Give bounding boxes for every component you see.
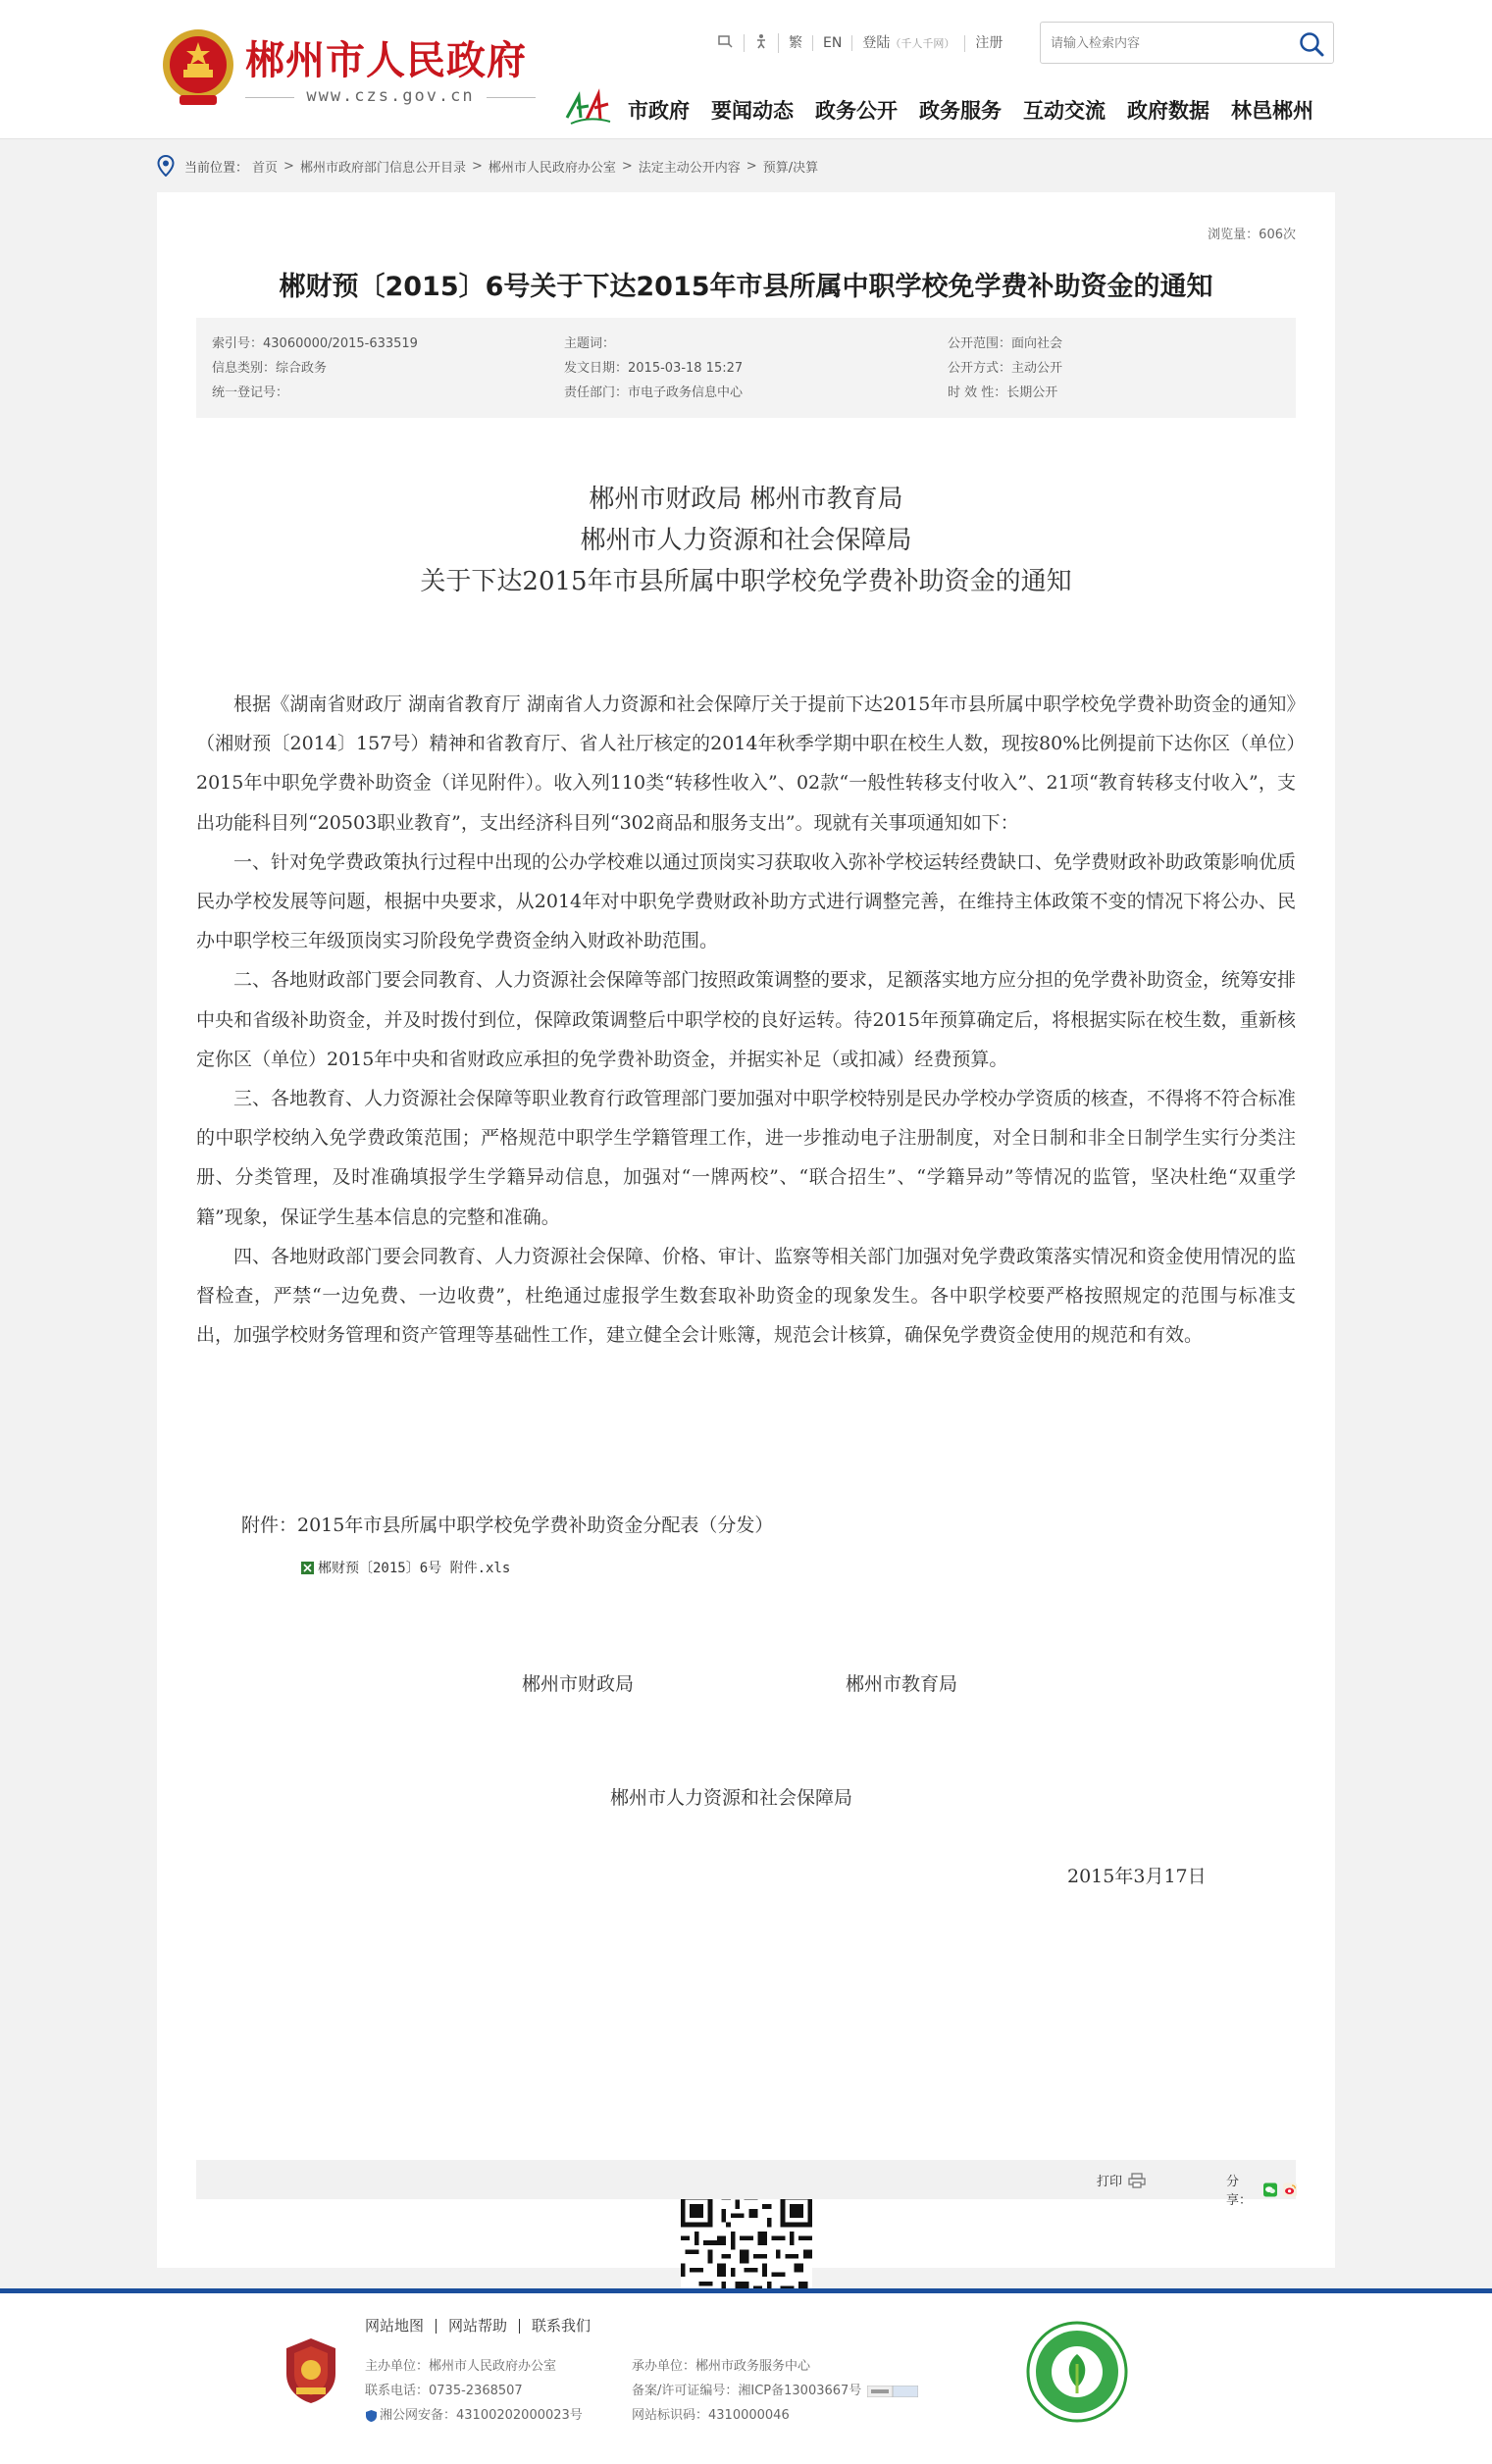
nav-item-gov-data[interactable]: 政府数据 [1127,99,1209,123]
icp-text: 备案/许可证编号：湘ICP备13003667号 [632,2384,862,2398]
footer-link-help[interactable]: 网站帮助 [437,2319,520,2334]
weibo-share-icon[interactable] [1283,2182,1297,2198]
footer-info-left [365,2354,583,2428]
body-paragraph: 根据《湖南省财政厅 湖南省教育厅 湖南省人力资源和社会保障厅关于提前下达2015年市县所属中职学校免学费补助资金的通知》（湘财预〔2014〕157号）精神和省教育厅、省人社厅核定的2014年秋季学期中职在校生人数，现按80%比例提前下达你区（单位）2015年中职免学费补助资金（详见附件）。收入列110类“转移性收入”、02款“一般性转移支付收入”、21项“教育转移支付收入”，支出功能科目列“20503职业教育”，支出经济科目列“302商品和服务支出”。现就有关事项通知如下： [196,693,1296,834]
login-link[interactable] [852,35,965,52]
printer-icon [1128,2173,1146,2188]
meta-category: 信息类别：综合政务 [212,361,328,376]
nav-item-linyi-chenzhou[interactable]: 林邑郴州 [1231,99,1313,123]
nav-item-gov-services[interactable]: 政务服务 [919,99,1002,123]
nav-item-gov-affairs-open[interactable]: 政务公开 [815,99,898,123]
breadcrumb-office[interactable]: 郴州市人民政府办公室 [488,160,616,176]
login-sub-label: （千人千网） [890,36,955,50]
meta-validity: 时 效 性：长期公开 [948,385,1058,400]
login-label: 登陆 [862,34,891,51]
print-label: 打印 [1097,2175,1123,2189]
breadcrumb-budget[interactable]: 预算/决算 [762,160,819,176]
site-title[interactable]: 郴州市人民政府 [245,38,527,83]
breadcrumb-label: 当前位置： [184,160,249,176]
meta-method: 公开方式：主动公开 [948,361,1063,376]
search-icon[interactable] [1298,30,1325,58]
footer-host: 主办单位：郴州市人民政府办公室 [365,2359,557,2374]
share-label: 分享： [1226,2175,1253,2208]
share-group [1226,2171,1297,2208]
breadcrumb [157,155,818,177]
article-card [157,192,1335,2268]
register-link[interactable]: 注册 [975,35,1003,51]
nav-item-city-gov[interactable]: 市政府 [628,99,690,123]
doc-head-line: 郴州市人力资源和社会保障局 [580,526,912,555]
breadcrumb-statutory[interactable]: 法定主动公开内容 [638,160,741,176]
meta-date: 发文日期：2015-03-18 15:27 [564,361,744,376]
cnzz-badge-icon [867,2386,918,2397]
header-tools [708,33,1012,53]
footer-organizer: 承办单位：郴州市政务服务中心 [632,2359,811,2374]
body-paragraph: 四、各地财政部门要会同教育、人力资源社会保障、价格、审计、监察等相关部门加强对免学费政策落实情况和资金使用情况的监督检查，严禁“一边免费、一边收费”，杜绝通过虚报学生数套取补助资金的现象发生。各中职学校要严格按照规定的范围与标准支出，加强学校财务管理和资产管理等基础性工作，建立健全会计账簿，规范会计核算，确保免学费资金使用的规范和有效。 [196,1245,1297,1347]
location-pin-icon [157,155,175,177]
signer-finance-bureau: 郴州市财政局 [522,1673,635,1695]
breadcrumb-separator: > [471,158,483,174]
breadcrumb-separator: > [283,158,294,174]
footer-police-record[interactable] [365,2403,583,2428]
meta-reg-no: 统一登记号： [212,385,289,400]
footer-site-id: 网站标识码：4310000046 [632,2408,790,2423]
doc-head-line: 关于下达2015年市县所属中职学校免学费补助资金的通知 [420,567,1072,596]
site-header [0,0,1492,139]
attachment-filename: 郴财预〔2015〕6号 附件.xls [318,1561,511,1576]
breadcrumb-separator: > [621,158,633,174]
breadcrumb-separator: > [746,158,757,174]
breadcrumb-directory[interactable]: 郴州市政府部门信息公开目录 [299,160,466,176]
search-box [1040,22,1334,64]
footer-info-right [632,2354,918,2428]
doc-head-line: 郴州市财政局 郴州市教育局 [589,485,903,514]
nav-item-news[interactable]: 要闻动态 [711,99,794,123]
signer-hr-bureau: 郴州市人力资源和社会保障局 [610,1787,853,1809]
signing-date: 2015年3月17日 [1067,1866,1207,1887]
english-link[interactable]: EN [813,35,852,51]
attachment-label: 附件：2015年市县所属中职学校免学费补助资金分配表（分发） [241,1514,774,1536]
footer-icp[interactable] [632,2379,918,2403]
article-title: 郴财预〔2015〕6号关于下达2015年市县所属中职学校免学费补助资金的通知 [279,272,1213,302]
footer-link-contact[interactable]: 联系我们 [532,2317,592,2335]
site-url: www.czs.gov.cn [245,86,536,106]
speak-icon[interactable] [708,34,745,52]
nav-item-interaction[interactable]: 互动交流 [1023,99,1106,123]
meta-subject: 主题词： [564,336,616,351]
accessibility-icon[interactable] [745,33,779,53]
document-heading [157,479,1335,602]
police-record-text: 湘公网安备：43100202000023号 [380,2408,583,2423]
article-meta-box [196,318,1296,418]
meta-index-no: 索引号：43060000/2015-633519 [212,336,418,351]
body-paragraph: 一、针对免学费政策执行过程中出现的公办学校难以通过顶岗实习获取收入弥补学校运转经费缺口、免学费财政补助政策影响优质民办学校发展等问题，根据中央要求，从2014年对中职免学费财政补助方式进行调整完善，在维持主体政策不变的情况下将公办、民办中职学校三年级顶岗实习阶段免学费资金纳入财政补助范围。 [196,850,1297,952]
national-emblem-icon [160,26,236,107]
attachment-link[interactable] [300,1558,510,1577]
view-count: 浏览量：606次 [1208,228,1296,242]
meta-scope: 公开范围：面向社会 [948,336,1063,351]
main-nav [628,95,1313,125]
meta-department: 责任部门：市电子政务信息中心 [564,385,744,400]
article-body [196,685,1296,1355]
body-paragraph: 三、各地教育、人力资源社会保障等职业教育行政管理部门要加强对中职学校特别是民办学校办学资质的核查，不得将不符合标准的中职学校纳入免学费政策范围；严格规范中职学生学籍管理工作，进一步推动电子注册制度，对全日制和非全日制学生实行分类注册、分类管理，及时准确填报学生学籍异动信息，加强对“一牌两校”、“联合招生”、“学籍异动”等情况的监管，坚决杜绝“双重学籍”现象，保证学生基本信息的完整和准确。 [196,1088,1297,1228]
civilization-seal-icon[interactable] [1026,2321,1128,2423]
traditional-chinese-link[interactable]: 繁 [779,35,813,51]
footer-link-sitemap[interactable]: 网站地图 [365,2319,437,2334]
article-toolbar [196,2160,1296,2208]
search-input[interactable] [1051,31,1286,55]
signer-education-bureau: 郴州市教育局 [846,1673,958,1695]
police-badge-icon[interactable] [283,2336,339,2405]
footer-phone: 联系电话：0735-2368507 [365,2384,523,2398]
body-paragraph: 二、各地财政部门要会同教育、人力资源社会保障等部门按照政策调整的要求，足额落实地方应分担的免学费补助资金，统筹安排中央和省级补助资金，并及时拨付到位，保障政策调整后中职学校的良好运转。待2015年预算确定后，将根据实际在校生数，重新核定你区（单位）2015年中央和省财政应承担的免学费补助资金，并据实补足（或扣减）经费预算。 [196,969,1297,1070]
site-footer [0,2288,1492,2464]
breadcrumb-home[interactable]: 首页 [252,160,279,176]
nav-decoration-icon [563,88,614,128]
wechat-share-icon[interactable] [1263,2182,1277,2198]
print-button[interactable] [1097,2171,1146,2189]
excel-file-icon [300,1561,315,1575]
police-record-icon [365,2409,378,2423]
footer-links [365,2319,602,2334]
